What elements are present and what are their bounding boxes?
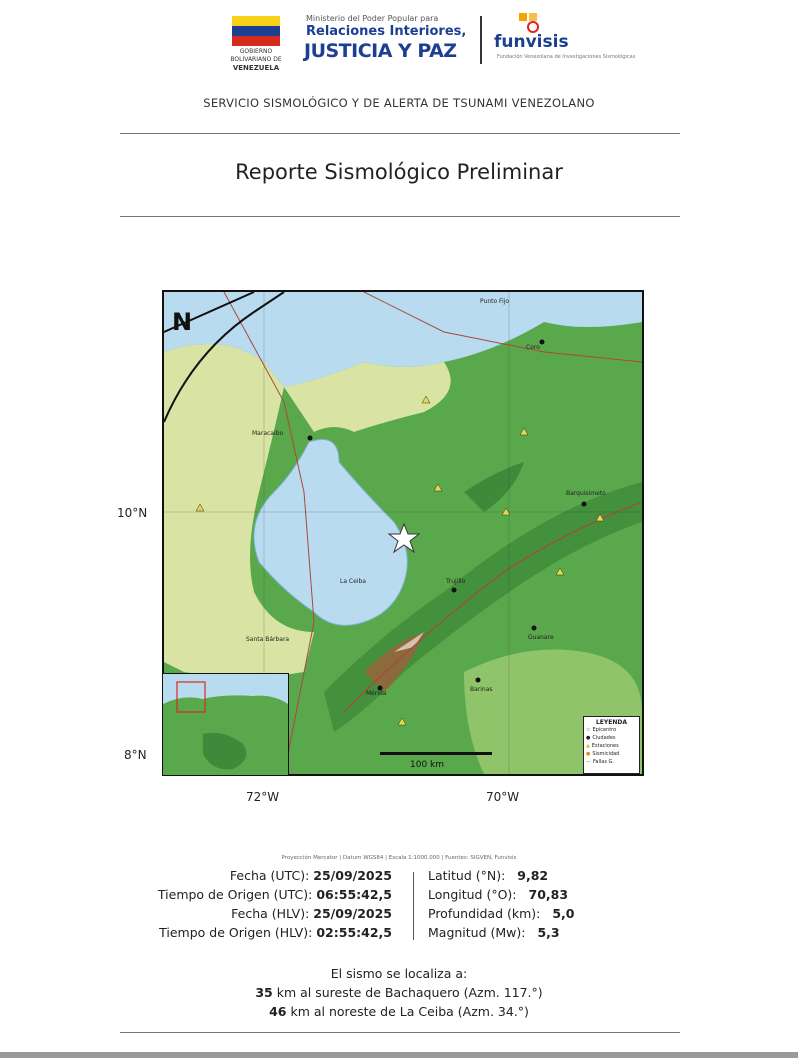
city-marker bbox=[452, 588, 457, 593]
report-title: Reporte Sismológico Preliminar bbox=[235, 160, 563, 184]
place-trujillo: Trujillo bbox=[446, 578, 466, 585]
info-separator bbox=[413, 872, 414, 940]
inset-graphic bbox=[163, 674, 288, 775]
place-punto-fijo: Punto Fijo bbox=[480, 298, 510, 305]
fecha-utc-row bbox=[230, 866, 392, 885]
field-value: 25/09/2025 bbox=[313, 906, 392, 921]
funvisis-name: funvisis bbox=[494, 32, 569, 52]
divider-bottom bbox=[120, 1032, 680, 1033]
city-marker bbox=[308, 436, 313, 441]
flag-caption bbox=[226, 48, 286, 72]
field-value: 25/09/2025 bbox=[313, 868, 392, 883]
star-icon: ☆ bbox=[586, 727, 591, 733]
place-barinas: Barinas bbox=[470, 686, 493, 693]
location-intro: El sismo se localiza a: bbox=[330, 966, 468, 981]
legend-item bbox=[586, 750, 637, 758]
funvisis-logo-icon bbox=[518, 12, 540, 34]
legend-item-label: Fallas G. bbox=[593, 759, 614, 765]
legend-item bbox=[586, 726, 637, 734]
distance-text: km al noreste de La Ceiba (Azm. 34.°) bbox=[290, 1004, 529, 1019]
venezuela-flag-logo bbox=[232, 16, 280, 46]
distance-value: 35 bbox=[255, 985, 273, 1000]
triangle-icon: ▲ bbox=[586, 743, 590, 749]
magnitud-row bbox=[428, 923, 560, 942]
field-label: Tiempo de Origen (HLV): bbox=[159, 925, 313, 940]
field-label: Longitud (°O): bbox=[428, 887, 517, 902]
lat-label-8n: 8°N bbox=[124, 748, 147, 762]
legend-item-label: Epicentro bbox=[592, 727, 617, 733]
city-marker bbox=[582, 502, 587, 507]
service-title: SERVICIO SISMOLÓGICO Y DE ALERTA DE TSUNAMI VENEZOLANO bbox=[203, 96, 595, 110]
field-label: Latitud (°N): bbox=[428, 868, 506, 883]
field-value: 06:55:42,5 bbox=[316, 887, 392, 902]
place-guanare: Guanare bbox=[528, 634, 554, 641]
circle-icon: ● bbox=[586, 751, 591, 757]
place-coro: Coro bbox=[526, 344, 540, 351]
city-marker bbox=[476, 678, 481, 683]
scale-bar bbox=[380, 752, 492, 755]
funvisis-subtitle: Fundación Venezolana de Investigaciones Sismológicas bbox=[497, 54, 636, 60]
legend-item bbox=[586, 734, 637, 742]
city-marker bbox=[540, 340, 545, 345]
ministry-small-text: Ministerio del Poder Popular para bbox=[306, 14, 439, 23]
lon-label-72w: 72°W bbox=[246, 790, 280, 804]
field-label: Profundidad (km): bbox=[428, 906, 541, 921]
place-santa-barbara: Santa Bárbara bbox=[246, 636, 290, 643]
legend-item-label: Estaciones bbox=[591, 743, 619, 749]
field-value: 02:55:42,5 bbox=[316, 925, 392, 940]
field-value: 5,3 bbox=[537, 925, 560, 940]
distance-value: 46 bbox=[269, 1004, 287, 1019]
location-line1 bbox=[0, 985, 798, 1000]
legend-item bbox=[586, 742, 637, 750]
field-value: 9,82 bbox=[517, 868, 549, 883]
ministry-line2: JUSTICIA Y PAZ bbox=[304, 40, 457, 62]
profundidad-row bbox=[428, 904, 575, 923]
city-marker bbox=[532, 626, 537, 631]
legend-item-label: Ciudades bbox=[592, 735, 616, 741]
place-la-ceiba: La Ceiba bbox=[340, 578, 366, 585]
flag-caption-line1: GOBIERNO BOLIVARIANO DE bbox=[230, 48, 282, 63]
longitud-row bbox=[428, 885, 568, 904]
line-icon: — bbox=[586, 759, 591, 765]
place-barquisimeto: Barquisimeto bbox=[566, 490, 606, 497]
fecha-hlv-row bbox=[231, 904, 392, 923]
map-legend bbox=[583, 716, 640, 774]
field-value: 70,83 bbox=[528, 887, 569, 902]
place-maracaibo: Maracaibo bbox=[252, 430, 284, 437]
legend-item-label: Sismicidad bbox=[592, 751, 620, 757]
latitud-row bbox=[428, 866, 548, 885]
divider-middle bbox=[120, 216, 680, 217]
origen-utc-row bbox=[158, 885, 392, 904]
location-line2 bbox=[0, 1004, 798, 1019]
origen-hlv-row bbox=[159, 923, 392, 942]
distance-text: km al sureste de Bachaquero (Azm. 117.°) bbox=[276, 985, 543, 1000]
field-label: Fecha (HLV): bbox=[231, 906, 310, 921]
place-merida: Mérida bbox=[366, 690, 387, 697]
ministry-line1: Relaciones Interiores, bbox=[306, 24, 467, 39]
scale-label: 100 km bbox=[410, 760, 445, 770]
flag-caption-line2: VENEZUELA bbox=[232, 64, 280, 72]
map-credits: Proyección Mercator | Datum WGS84 | Escala 1:1000.000 | Fuentes: SIGVEN, Funvisis bbox=[281, 855, 517, 861]
dot-icon: ● bbox=[586, 735, 591, 741]
field-label: Tiempo de Origen (UTC): bbox=[157, 887, 313, 902]
legend-title: LEYENDA bbox=[595, 719, 627, 726]
logo-divider bbox=[480, 16, 482, 64]
field-value: 5,0 bbox=[552, 906, 575, 921]
divider-top bbox=[120, 133, 680, 134]
inset-map bbox=[162, 673, 289, 776]
legend-item bbox=[586, 758, 637, 766]
lat-label-10n: 10°N bbox=[117, 506, 148, 520]
lon-label-70w: 70°W bbox=[486, 790, 520, 804]
field-label: Fecha (UTC): bbox=[229, 868, 310, 883]
field-label: Magnitud (Mw): bbox=[428, 925, 526, 940]
north-arrow-label: N bbox=[172, 308, 193, 336]
page-bottom-edge bbox=[0, 1052, 798, 1058]
